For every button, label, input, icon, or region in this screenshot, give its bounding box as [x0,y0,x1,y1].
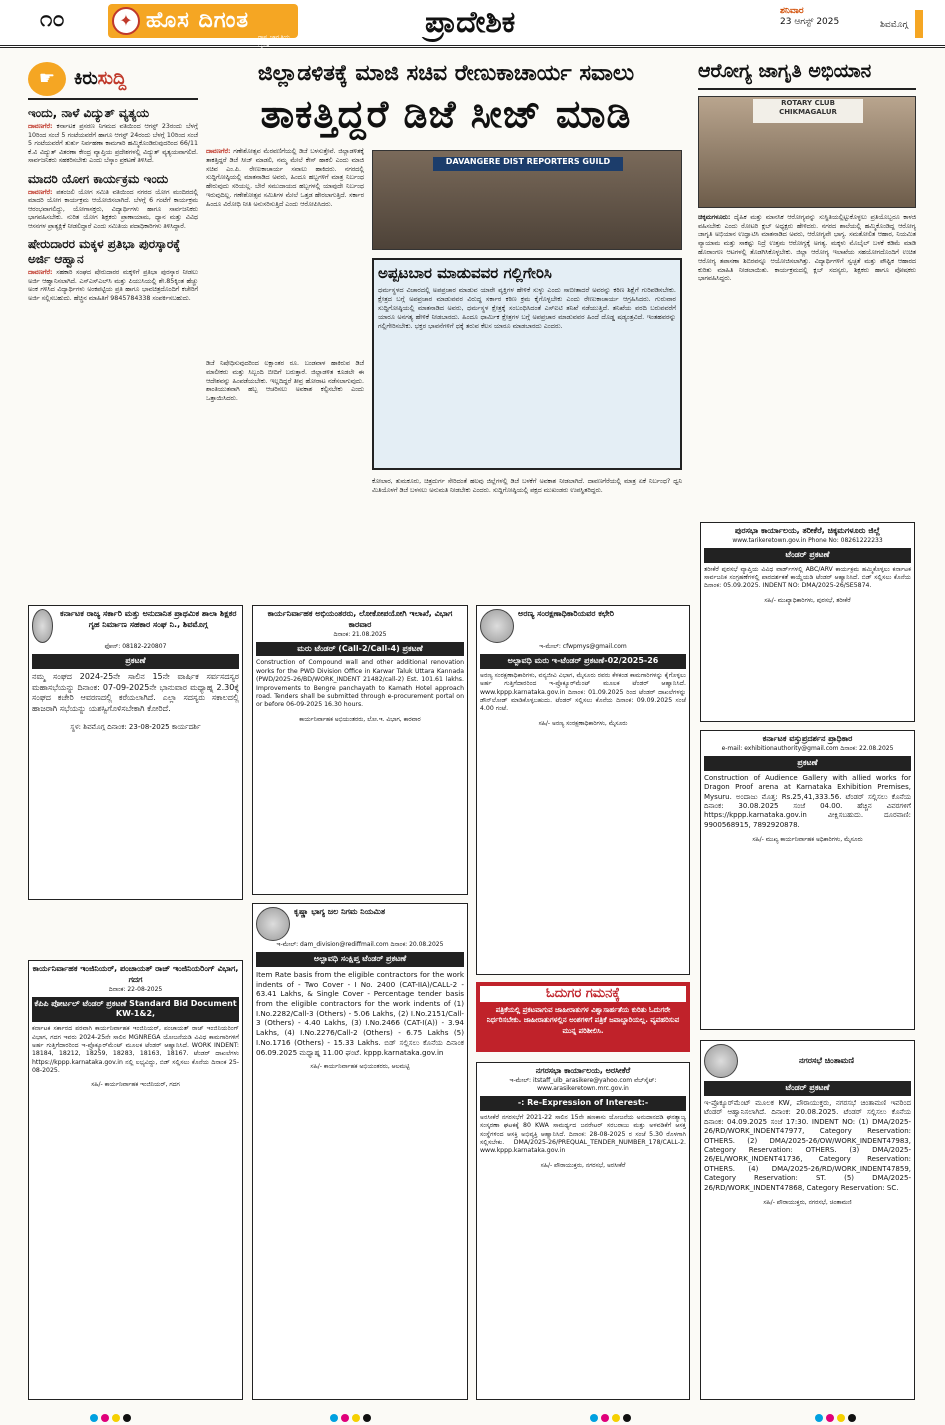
ad-footer: ಸಹಿ/- ಮುಖ್ಯ ಕಾರ್ಯನಿರ್ವಾಹಕ ಅಧಿಕಾರಿಗಳು, ಮೈಸೂರು [752,836,863,844]
date: 23 ಆಗಸ್ಟ್ 2025 [780,17,840,28]
lead-story [206,60,686,580]
brief-heading: ಷೇರುದಾರರ ಮಕ್ಕಳ ಪ್ರತಿಭಾ ಪುರಸ್ಕಾರಕ್ಕೆ ಅರ್ಜಿ ಆಹ್ವಾನ [28,237,181,266]
ad-banner: ಕೆಪಿಪಿ ಪೋರ್ಟಲ್ ಟೆಂಡರ್ ಪ್ರಕಟಣೆ Standard Bid Document KW-1&2, [32,997,239,1023]
brief-item [28,172,198,232]
header-accent-bar [915,10,923,38]
ad-footer: ಸಹಿ/- ಕಾರ್ಯನಿರ್ವಾಹಕ ಇಂಜಿನಿಯರ್, ಗದಗ [91,1081,180,1089]
ad-subtitle: e-mail: exhibitionauthority@gmail.com ದಿನಾಂಕ: 22.08.2025 [721,744,894,752]
ad-forest-tender [476,605,690,975]
newspaper-logo [108,4,298,49]
dateline-block [780,6,908,30]
ad-title: ಕಾರ್ಯನಿರ್ವಾಹಕ ಇಂಜಿನಿಯರ್, ಪಂಚಾಯತ್ ರಾಜ್ ಇಂಜಿನಿಯರಿಂಗ್ ವಿಭಾಗ, ಗದಗ [32,964,239,984]
ad-title: ನಗರಸಭೆ ಚಿಂತಾಮಣಿ [798,1055,855,1065]
brief-dateline: ದಾವಣಗೆರೆ: [28,188,53,196]
ad-body: Construction of Audience Gallery with allied works for Dragon Proof arena at Karnataka Exhibition Premises, Mysuru. ಅಂದಾಜು ಮೊತ್ತ: Rs.25,41,333.56. ಟೆಂಡರ್ ಸಲ್ಲಿಸಲು ಕೊನೆಯ ದಿನಾಂಕ: 30.08.2025 ಸಂಜೆ 04.00. ಹೆಚ್ಚಿನ ವಿವರಗಳಿಗೆ https://kppp.karnataka.gov.in ವೀಕ್ಷಿಸಬಹುದು. ದೂರವಾಣಿ: 9900568915, 7892920878. [704,773,911,829]
section-title: ಪ್ರಾದೇಶಿಕ [425,5,516,40]
cyan-dot [590,1414,598,1422]
logo-tagline: ರಾಷ್ಟ್ರ ಜಾಗೃತಿಯ ದೈನಿಕ [258,34,290,49]
brief-item [28,106,198,166]
ad-banner: ಪ್ರಕಟಣೆ [32,654,239,669]
story-dateline: ದಾವಣಗೆರೆ: [206,148,231,155]
yellow-dot [352,1414,360,1422]
ad-chintamani-tender [700,1040,915,1400]
ad-body: ನಮ್ಮ ಸಂಘದ 2024-25ನೇ ಸಾಲಿನ 15ನೇ ವಾರ್ಷಿಕ ಸರ್ವಸದಸ್ಯರ ಮಹಾಸಭೆಯನ್ನು ದಿನಾಂಕ: 07-09-2025ನೇ ಭಾನುವಾರ ಮಧ್ಯಾಹ್ನ 2.30ಕ್ಕೆ ಸಂಘದ ಕಚೇರಿ ಆವರಣದಲ್ಲಿ ಕರೆಯಲಾಗಿದೆ. ಎಲ್ಲಾ ಸದಸ್ಯರು ಸಕಾಲದಲ್ಲಿ ಹಾಜರಾಗಿ ಸಭೆಯನ್ನು ಯಶಸ್ವಿಗೊಳಿಸಬೇಕಾಗಿ ಕೋರಿದೆ. [32,671,239,714]
ad-title: ಕಾರ್ಯನಿರ್ವಾಹಕ ಅಭಿಯಂತರರು, ಲೋಕೋಪಯೋಗಿ ಇಲಾಖೆ, ವಿಭಾಗ ಕಾರವಾರ [267,609,453,629]
ad-title: ನಗರಸಭಾ ಕಾರ್ಯಾಲಯ, ಅರಸೀಕೆರೆ [535,1066,631,1075]
briefs-title-b: ಸುದ್ದಿ [97,67,127,89]
story-text-column: ದಾವಣಗೆರೆ: ಗಣೇಶೋತ್ಸವ ಮೆರವಣಿಗೆಯಲ್ಲಿ ಡಿಜೆ ಬಳಸುತ್ತೇವೆ. ಜಿಲ್ಲಾಡಳಿತಕ್ಕೆ ತಾಕತ್ತಿದ್ದರೆ ಡಿಜೆ ಸೀಜ್ ಮಾಡಲಿ, ನಮ್ಮ ಮೇಲೆ ಕೇಸ್ ಹಾಕಲಿ ಎಂದು ಮಾಜಿ ಸಚಿವ ಎಂ.ಪಿ. ರೇಣುಕಾಚಾರ್ಯ ಸವಾಲು ಹಾಕಿದರು. ನಗರದಲ್ಲಿ ಸುದ್ದಿಗೋಷ್ಠಿಯಲ್ಲಿ ಮಾತನಾಡಿದ ಅವರು, ಹಿಂದೂ ಹಬ್ಬಗಳಿಗೆ ಮಾತ್ರ ನಿರ್ಬಂಧ ಹೇರುವುದು ಸರಿಯಲ್ಲ. ಬೇರೆ ಸಮುದಾಯದ ಹಬ್ಬಗಳಲ್ಲಿ ಯಾವುದೇ ನಿರ್ಬಂಧ ಇರುವುದಿಲ್ಲ. ಗಣೇಶೋತ್ಸವ ಸಮಿತಿಗಳ ಮೇಲೆ ಒತ್ತಡ ಹೇರಲಾಗುತ್ತಿದೆ. ಸರ್ಕಾರ ಹಿಂದೂ ವಿರೋಧಿ ನೀತಿ ಅನುಸರಿಸುತ್ತಿದೆ ಎಂದು ಆರೋಪಿಸಿದರು. [206,148,364,208]
black-dot [363,1414,371,1422]
ad-body: ತರೀಕೆರೆ ಪುರಸಭೆ ವ್ಯಾಪ್ತಿಯ ವಿವಿಧ ವಾರ್ಡ್‌ಗಳಲ್ಲಿ ABC/ARV ಕಾರ್ಯಕ್ರಮ ಹಮ್ಮಿಕೊಳ್ಳಲು ಕರ್ನಾಟಕ ಸಾರ್ವಜನಿಕ ಸಂಗ್ರಹಣೆಗಳಲ್ಲಿ ಪಾರದರ್ಶಕತೆ ಕಾಯ್ದೆಯಡಿ ಟೆಂಡರ್ ಆಹ್ವಾನಿಸಿದೆ. ಬಿಡ್ ಸಲ್ಲಿಸಲು ಕೊನೆಯ ದಿನಾಂಕ: 05.09.2025. INDENT NO: DMA/2025-26/SE5874. [704,565,911,590]
brief-heading: ಮಾದರಿ ಯೋಗ ಕಾರ್ಯಕ್ರಮ ಇಂದು [28,171,169,186]
ad-tarikere-tender [700,522,915,722]
color-registration-marks [330,1414,371,1422]
event-photo [698,96,916,208]
ad-subtitle: ದಿನಾಂಕ: 21.08.2025 [333,630,387,638]
masthead [0,0,945,48]
seal-icon [32,609,53,643]
story-kicker: ಜಿಲ್ಲಾಡಳಿತಕ್ಕೆ ಮಾಜಿ ಸಚಿವ ರೇಣುಕಾಚಾರ್ಯ ಸವಾಲು [257,60,635,86]
kbjnl-logo-icon [256,907,290,941]
ad-title: ಕರ್ನಾಟಕ ವಸ್ತುಪ್ರದರ್ಶನ ಪ್ರಾಧಿಕಾರ [762,734,853,743]
ad-title: ಕರ್ನಾಟಕ ರಾಜ್ಯ ಸರ್ಕಾರಿ ಮತ್ತು ಅನುದಾನಿತ ಪ್ರಾಥಮಿಕ ಶಾಲಾ ಶಿಕ್ಷಕರ ಗೃಹ ನಿರ್ಮಾಣ ಸಹಕಾರ ಸಂಘ ನಿ., ಶಿವಮೊಗ್ಗ [60,609,237,629]
sidebar-box-text: ಧರ್ಮಸ್ಥಳದ ವಿಚಾರದಲ್ಲಿ ಅಪಪ್ರಚಾರ ಮಾಡುವ ಯಾರೇ ವ್ಯಕ್ತಿಗಳ ಹೇಳಿಕೆ ಸುಳ್ಳು ಎಂದು ಸಾಬೀತಾದರೆ ಅವರನ್ನು ಕಠಿಣ ಶಿಕ್ಷೆಗೆ ಗುರಿಪಡಿಸಬೇಕು. ಕ್ಷೇತ್ರದ ಬಗ್ಗೆ ಅಪಪ್ರಚಾರ ಮಾಡುವವರ ವಿರುದ್ಧ ಸರ್ಕಾರ ಕಠಿಣ ಕ್ರಮ ಕೈಗೊಳ್ಳಬೇಕು ಎಂದು ರೇಣುಕಾಚಾರ್ಯ ಆಗ್ರಹಿಸಿದರು. ಗುರುವಾರ ಸುದ್ದಿಗೋಷ್ಠಿಯಲ್ಲಿ ಮಾತನಾಡಿದ ಅವರು, ಧರ್ಮಸ್ಥಳ ಕ್ಷೇತ್ರಕ್ಕೆ ಸಂಬಂಧಿಸಿದಂತೆ ಎಸ್‌ಐಟಿ ತನಿಖೆ ನಡೆಯುತ್ತಿದೆ. ತನಿಖೆಯ ವರದಿ ಬರುವವರೆಗೆ ಯಾರೂ ಅನಗತ್ಯ ಹೇಳಿಕೆ ನೀಡಬಾರದು. ಹಿಂದೂ ಧಾರ್ಮಿಕ ಕ್ಷೇತ್ರಗಳ ಬಗ್ಗೆ ಅಪಪ್ರಚಾರ ಮಾಡುವವರ ಹಿಂದೆ ದೊಡ್ಡ ಷಡ್ಯಂತ್ರವಿದೆ. ಇಂತಹವರನ್ನು ಗಲ್ಲಿಗೇರಿಸಬೇಕು. ಭಕ್ತರ ಭಾವನೆಗಳಿಗೆ ಧಕ್ಕೆ ತರುವ ಕೆಲಸ ಯಾರೂ ಮಾಡಬಾರದು ಎಂದರು. [378,285,676,331]
briefs-title-a: ಕಿರು [74,67,98,89]
magenta-dot [341,1414,349,1422]
municipal-seal-icon [704,1044,738,1078]
ad-footer: ಸಹಿ/- ಅರಣ್ಯ ಸಂರಕ್ಷಣಾಧಿಕಾರಿಗಳು, ಮೈಸೂರು [538,719,628,727]
reader-notice-title: ಓದುಗರ ಗಮನಕ್ಕೆ [480,986,686,1002]
photo-banner: DAVANGERE DIST REPORTERS GUILD [433,157,623,171]
ad-banner: ಟೆಂಡರ್ ಪ್ರಕಟಣೆ [704,1081,911,1096]
weekday: ಶನಿವಾರ [780,6,804,16]
reader-notice-body: ಪತ್ರಿಕೆಯಲ್ಲಿ ಪ್ರಕಟವಾಗುವ ಜಾಹೀರಾತುಗಳ ವಿಶ್ವಾಸಾರ್ಹತೆಯ ಕುರಿತು ಓದುಗರೇ ನಿರ್ಧರಿಸಬೇಕು. ಜಾಹೀರಾತುಗಳಲ್ಲಿನ ಅಂಶಗಳಿಗೆ ಪತ್ರಿಕೆ ಜವಾಬ್ದಾರಿಯಲ್ಲ. ವ್ಯವಹರಿಸುವ ಮುನ್ನ ಪರಿಶೀಲಿಸಿ. [486,1006,680,1035]
ad-prei-tender [28,960,243,1400]
brief-item [28,237,198,303]
press-meet-photo [372,150,682,250]
black-dot [848,1414,856,1422]
color-registration-marks [90,1414,131,1422]
ad-subtitle: ಇ-ಮೇಲ್: dam_division@rediffmail.com ದಿನಾಂಕ: 20.08.2025 [276,941,444,948]
briefs-title [28,60,198,100]
ad-banner: ಅಲ್ಪಾವಧಿ ಮರು ಇ-ಟೆಂಡರ್ ಪ್ರಕಟಣೆ-02/2025-26 [480,654,686,669]
brief-heading: ಇಂದು, ನಾಳೆ ವಿದ್ಯುತ್ ವ್ಯತ್ಯಯ [28,106,150,120]
logo-emblem-icon: ✦ [112,7,140,35]
magenta-dot [601,1414,609,1422]
side-story [698,60,916,515]
ad-subtitle: ಇ-ಮೇಲ್: itstaff_ulb_arasikere@yahoo.com ವೆಬ್‌ಸೈಟ್: www.arasikeretown.mrc.gov.in [509,1076,657,1092]
ad-arasikere-eoi [476,1062,690,1400]
ad-body: ಅರಸೀಕೆರೆ ನಗರಸಭೆಗೆ 2021-22 ಸಾಲಿನ 15ನೇ ಹಣಕಾಸು ಯೋಜನೆಯ ಅನುದಾನದಡಿ ಘನತ್ಯಾಜ್ಯ ಸಂಸ್ಕರಣಾ ಘಟಕಕ್ಕೆ 80 KWA ಸಾಮರ್ಥ್ಯದ ಜನರೇಟರ್ ಸರಬರಾಜು ಮತ್ತು ಅಳವಡಿಕೆಗೆ ಆಸಕ್ತ ಸಂಸ್ಥೆಗಳಿಂದ ಆಸಕ್ತಿ ಅಭಿವ್ಯಕ್ತಿ ಆಹ್ವಾನಿಸಿದೆ. ದಿನಾಂಕ: 28-08-2025 ರ ಸಂಜೆ 5.30 ರೊಳಗಾಗಿ ಸಲ್ಲಿಸಬೇಕು. DMA/2025-26/PREQUAL_TENDER_NUMBER_178/CALL-2. www.kppp.karnataka.gov.in [480,1113,686,1155]
story-text-column: ಡಿಜೆ ನಿಷೇಧಿಸುವುದರಿಂದ ಲಕ್ಷಾಂತರ ರೂ. ಬಂಡವಾಳ ಹಾಕಿರುವ ಡಿಜೆ ಮಾಲೀಕರು ಮತ್ತು ಸಿಬ್ಬಂದಿ ಬೀದಿಗೆ ಬರುತ್ತಾರೆ. ಜಿಲ್ಲಾಡಳಿತ ಕೂಡಲೇ ಈ ಆದೇಶವನ್ನು ಹಿಂಪಡೆಯಬೇಕು. ಇಲ್ಲದಿದ್ದರೆ ತೀವ್ರ ಹೋರಾಟ ನಡೆಸಲಾಗುವುದು. ಶಾಂತಿಯುತವಾಗಿ ಹಬ್ಬ ಆಚರಿಸಲು ಅವಕಾಶ ಕಲ್ಪಿಸಬೇಕು ಎಂದು ಒತ್ತಾಯಿಸಿದರು. [206,360,364,403]
pointing-hand-icon: ☛ [28,62,66,96]
ad-banner: ಅಲ್ಪಾವಧಿ ಸಂಕ್ಷಿಪ್ತ ಟೆಂಡರ್ ಪ್ರಕಟಣೆ [256,952,464,967]
ad-subtitle: ದಿನಾಂಕ: 22-08-2025 [108,985,163,993]
magenta-dot [826,1414,834,1422]
ad-footer: ಸಹಿ/- ಕಾರ್ಯನಿರ್ವಾಹಕ ಅಭಿಯಂತರರು, ಆಲಮಟ್ಟಿ [310,1063,410,1071]
photo-banner: ROTARY CLUB CHIKMAGALUR [753,99,863,123]
side-story-text: ಚಿಕ್ಕಮಗಳೂರು: ದೈಹಿಕ ಮತ್ತು ಮಾನಸಿಕ ಆರೋಗ್ಯವನ್ನು ಸುಸ್ಥಿತಿಯಲ್ಲಿಟ್ಟುಕೊಳ್ಳಲು ಪ್ರತಿಯೊಬ್ಬರೂ ಕಾಳಜಿ ವಹಿಸಬೇಕು ಎಂದು ರೋಟರಿ ಕ್ಲಬ್ ಅಧ್ಯಕ್ಷರು ಹೇಳಿದರು. ನಗರದ ಶಾಲೆಯಲ್ಲಿ ಹಮ್ಮಿಕೊಂಡಿದ್ದ ಆರೋಗ್ಯ ಜಾಗೃತಿ ಅಭಿಯಾನ ಉದ್ಘಾಟಿಸಿ ಮಾತನಾಡಿದ ಅವರು, ಆರೋಗ್ಯವೇ ಭಾಗ್ಯ. ಸಮತೋಲಿತ ಆಹಾರ, ನಿಯಮಿತ ವ್ಯಾಯಾಮ ಮತ್ತು ಸಾಕಷ್ಟು ನಿದ್ರೆ ಉತ್ತಮ ಆರೋಗ್ಯಕ್ಕೆ ಅಗತ್ಯ. ಮಕ್ಕಳು ಮೊಬೈಲ್ ಬಳಕೆ ಕಡಿಮೆ ಮಾಡಿ ಹೊರಾಂಗಣ ಆಟಗಳಲ್ಲಿ ತೊಡಗಿಸಿಕೊಳ್ಳಬೇಕು. ಜಿಲ್ಲಾ ಆರೋಗ್ಯ ಇಲಾಖೆಯ ಸಹಯೋಗದೊಂದಿಗೆ ಉಚಿತ ಆರೋಗ್ಯ ತಪಾಸಣಾ ಶಿಬಿರವನ್ನೂ ಆಯೋಜಿಸಲಾಗಿತ್ತು. ವಿದ್ಯಾರ್ಥಿಗಳಿಗೆ ಸ್ವಚ್ಛತೆ ಮತ್ತು ಪೌಷ್ಟಿಕ ಆಹಾರದ ಕುರಿತು ಮಾಹಿತಿ ನೀಡಲಾಯಿತು. ಕಾರ್ಯಕ್ರಮದಲ್ಲಿ ಕ್ಲಬ್ ಸದಸ್ಯರು, ಶಿಕ್ಷಕರು ಹಾಗೂ ಪೋಷಕರು ಭಾಗವಹಿಸಿದ್ದರು. [698,213,916,283]
yellow-dot [612,1414,620,1422]
ad-banner: ಪ್ರಕಟಣೆ [704,756,911,771]
edition-place: ಶಿವಮೊಗ್ಗ [880,20,908,30]
ad-subtitle: ಫೋನ್: 08182-220807 [104,643,167,650]
ad-body: ಅರಣ್ಯ ಸಂರಕ್ಷಣಾಧಿಕಾರಿಗಳು, ವನ್ಯಜೀವಿ ವಿಭಾಗ, ಮೈಸೂರು ರವರು ಕೆಳಕಂಡ ಕಾಮಗಾರಿಗಳನ್ನು ಕೈಗೊಳ್ಳಲು ಅರ್ಹ ಗುತ್ತಿಗೆದಾರರಿಂದ ಇ-ಪ್ರೊಕ್ಯೂರ್‌ಮೆಂಟ್ ಮೂಲಕ ಟೆಂಡರ್ ಆಹ್ವಾನಿಸಿದೆ. www.kppp.karnataka.gov.in ದಿನಾಂಕ: 01.09.2025 ರಿಂದ ಟೆಂಡರ್ ದಾಖಲೆಗಳನ್ನು ಡೌನ್‌ಲೋಡ್ ಮಾಡಿಕೊಳ್ಳಬಹುದು. ಟೆಂಡರ್ ಸಲ್ಲಿಸಲು ಕೊನೆಯ ದಿನಾಂಕ: 09.09.2025 ಸಂಜೆ 4.00 ಗಂಟೆ. [480,671,686,713]
forest-dept-logo-icon [480,609,514,643]
ad-body: ಕರ್ನಾಟಕ ಸರ್ಕಾರದ ಪರವಾಗಿ ಕಾರ್ಯನಿರ್ವಾಹಕ ಇಂಜಿನಿಯರ್, ಪಂಚಾಯತ್ ರಾಜ್ ಇಂಜಿನಿಯರಿಂಗ್ ವಿಭಾಗ, ಗದಗ ಇವರು 2024-25ನೇ ಸಾಲಿನ MGNREGA ಯೋಜನೆಯಡಿ ವಿವಿಧ ಕಾಮಗಾರಿಗಳಿಗೆ ಅರ್ಹ ಗುತ್ತಿಗೆದಾರರಿಂದ ಇ-ಪ್ರೊಕ್ಯೂರ್‌ಮೆಂಟ್ ಮೂಲಕ ಟೆಂಡರ್ ಆಹ್ವಾನಿಸಿದೆ. WORK INDENT: 18184, 18212, 18259, 18283, 18163, 18167. ಟೆಂಡರ್ ದಾಖಲೆಗಳು https://kppp.karnataka.gov.in ನಲ್ಲಿ ಲಭ್ಯವಿದ್ದು, ಬಿಡ್ ಸಲ್ಲಿಸಲು ಕೊನೆಯ ದಿನಾಂಕ 25-08-2025. [32,1025,239,1075]
ad-pwd-tender [252,605,468,895]
black-dot [123,1414,131,1422]
brief-body: ದಾವಣಗೆರೆ: ಪತಂಜಲಿ ಯೋಗ ಸಮಿತಿ ವತಿಯಿಂದ ನಗರದ ಯೋಗ ಮಂದಿರದಲ್ಲಿ ಮಾದರಿ ಯೋಗ ಕಾರ್ಯಕ್ರಮ ಆಯೋಜಿಸಲಾಗಿದೆ. ಬೆಳಗ್ಗೆ 6 ಗಂಟೆಗೆ ಕಾರ್ಯಕ್ರಮ ಆರಂಭವಾಗಲಿದ್ದು, ಯೋಗಾಸಕ್ತರು, ವಿದ್ಯಾರ್ಥಿಗಳು ಹಾಗೂ ಸಾರ್ವಜನಿಕರು ಭಾಗವಹಿಸಬೇಕು. ನುರಿತ ಯೋಗ ಶಿಕ್ಷಕರು ಪ್ರಾಣಾಯಾಮ, ಧ್ಯಾನ ಮತ್ತು ವಿವಿಧ ಆಸನಗಳ ಪ್ರಾತ್ಯಕ್ಷಿಕೆ ನೀಡಲಿದ್ದಾರೆ ಎಂದು ಸಮಿತಿಯ ಪದಾಧಿಕಾರಿಗಳು ತಿಳಿಸಿದ್ದಾರೆ. [28,188,198,230]
ad-body: ಇ-ಪ್ರೊಕ್ಯೂರ್‌ಮೆಂಟ್ ಮೂಲಕ KW, ಪೌರಾಯುಕ್ತರು, ನಗರಸಭೆ ಚಿಂತಾಮಣಿ ಇವರಿಂದ ಟೆಂಡರ್ ಆಹ್ವಾನಿಸಲಾಗಿದೆ. ದಿನಾಂಕ: 20.08.2025. ಟೆಂಡರ್ ಸಲ್ಲಿಸಲು ಕೊನೆಯ ದಿನಾಂಕ: 04.09.2025 ಸಂಜೆ 17:30. INDENT NO: (1) DMA/2025-26/RD/WORK_INDENT47977, Category Reservation: OTHERS. (2) DMA/2025-26/OW/WORK_INDENT47983, Category Reservation: OTHERS. (3) DMA/2025-26/EL/WORK_INDENT41736, Category Reservation: OTHERS. (4) DMA/2025-26/RD/WORK_INDENT47859, Category Reservation: ST. (5) DMA/2025-26/RD/WORK_INDENT47868, Category Reservation: SC. [704,1098,911,1192]
black-dot [623,1414,631,1422]
ad-subtitle: ಇ-ಮೇಲ್: cfwpmys@gmail.com [539,643,627,650]
ad-kbjnl-tender [252,903,468,1400]
page-number: ೧೦ [40,6,65,32]
cyan-dot [330,1414,338,1422]
ad-body: Construction of Compound wall and other additional renovation works for the PWD Division Office in Karwar Taluk Uttara Kannada (PWD/2025-26/BD/WORK_INDENT 21482/call-2) Est. 101.61 lakhs. Improvements to Bengre panchayath to Kamath Hotel approach road. Tenders shall be submitted through e-procurement portal on or before 06-09-2025 16.30 hours. [256,659,464,709]
logo-text: ಹೊಸ ದಿಗಂತ [146,8,250,34]
ad-banner: -: Re-Expression of Interest:- [480,1096,686,1111]
ad-footer: ಸಹಿ/- ಪೌರಾಯುಕ್ತರು, ನಗರಸಭೆ, ಅರಸೀಕೆರೆ [540,1161,626,1169]
cyan-dot [90,1414,98,1422]
ad-banner: ಮರು ಟೆಂಡರ್ (Call-2/Call-4) ಪ್ರಕಟಣೆ [256,642,464,657]
story-headline: ತಾಕತ್ತಿದ್ದರೆ ಡಿಜೆ ಸೀಜ್ ಮಾಡಿ [260,90,632,136]
side-story-dateline: ಚಿಕ್ಕಮಗಳೂರು: [698,213,731,221]
brief-dateline: ದಾವಣಗೆರೆ: [28,123,53,130]
color-registration-marks [815,1414,856,1422]
ad-title: ಕೃಷ್ಣಾ ಭಾಗ್ಯ ಜಲ ನಿಗಮ ನಿಯಮಿತ [294,907,386,916]
magenta-dot [101,1414,109,1422]
yellow-dot [837,1414,845,1422]
ad-subtitle: www.tarikeretown.gov.in Phone No: 08261222233 [732,536,883,544]
ad-footer: ಸಹಿ/- ಪೌರಾಯುಕ್ತರು, ನಗರಸಭೆ, ಚಿಂತಾಮಣಿ [763,1199,852,1207]
story-text-column: ಕೋಲಾರ, ತುಮಕೂರು, ಚಿತ್ರದುರ್ಗ ಸೇರಿದಂತೆ ಹಲವು ಜಿಲ್ಲೆಗಳಲ್ಲಿ ಡಿಜೆ ಬಳಕೆಗೆ ಅವಕಾಶ ನೀಡಲಾಗಿದೆ. ದಾವಣಗೆರೆಯಲ್ಲಿ ಮಾತ್ರ ಏಕೆ ನಿರ್ಬಂಧ? ಧ್ವನಿ ಮಿತಿಯೊಳಗೆ ಡಿಜೆ ಬಳಸಲು ಅನುಮತಿ ನೀಡಬೇಕು ಎಂದರು. ಸುದ್ದಿಗೋಷ್ಠಿಯಲ್ಲಿ ಪಕ್ಷದ ಮುಖಂಡರು ಉಪಸ್ಥಿತರಿದ್ದರು. [372,478,682,494]
yellow-dot [112,1414,120,1422]
brief-dateline: ದಾವಣಗೆರೆ: [28,269,53,276]
ad-exhibition-tender [700,730,915,1030]
briefs-column [28,60,198,600]
reader-notice [476,982,690,1052]
ad-banner: ಟೆಂಡರ್ ಪ್ರಕಟಣೆ [704,548,911,563]
color-registration-marks [590,1414,631,1422]
ad-footer: ಸ್ಥಳ: ಶಿವಮೊಗ್ಗ ದಿನಾಂಕ: 23-08-2025 ಕಾರ್ಯದರ್ಶಿ [70,723,201,732]
side-story-heading: ಆರೋಗ್ಯ ಜಾಗೃತಿ ಅಭಿಯಾನ [698,60,916,90]
sidebar-box-heading: ಅಪ್ಪಟಬಾರ ಮಾಡುವವರ ಗಲ್ಲಿಗೇರಿಸಿ [378,264,552,282]
ad-footer: ಸಹಿ/- ಮುಖ್ಯಾಧಿಕಾರಿಗಳು, ಪುರಸಭೆ, ತರೀಕೆರೆ [764,596,851,604]
ad-body: Item Rate basis from the eligible contractors for the work indents of - Two Cover - I No. 2400 (CAT-IIA)/CALL-2 - 63.41 Lakhs, & Single Cover - Percentage tender basis from the eligible contractors for the work indents of (1) I.No.2282/Call-3 (Others) - 5.06 Lakhs, (2) I.No.2151/Call-3 (Others) - 4.40 Lakhs, (3) I.No.2466 (CAT-I(A)) - 3.94 Lakhs, (4) I.No.2276/Call-2 (Others) - 6.75 Lakhs (5) I.No.1716 (Others) - 15.33 Lakhs. ಬಿಡ್ ಸಲ್ಲಿಸಲು ಕೊನೆಯ ದಿನಾಂಕ 06.09.2025 ಮಧ್ಯಾಹ್ನ 11.00 ಘಂಟೆ. kppp.karnataka.gov.in [256,969,464,1057]
brief-body: ದಾವಣಗೆರೆ: ಸಹಕಾರಿ ಸಂಘದ ಷೇರುದಾರರ ಮಕ್ಕಳಿಗೆ ಪ್ರತಿಭಾ ಪುರಸ್ಕಾರ ನೀಡಲು ಅರ್ಜಿ ಆಹ್ವಾನಿಸಲಾಗಿದೆ. ಎಸ್‌ಎಸ್‌ಎಲ್‌ಸಿ ಮತ್ತು ಪಿಯುಸಿಯಲ್ಲಿ ಶೇ.85ಕ್ಕಿಂತ ಹೆಚ್ಚು ಅಂಕ ಗಳಿಸಿದ ವಿದ್ಯಾರ್ಥಿಗಳು ಅಂಕಪಟ್ಟಿಯ ಪ್ರತಿ ಹಾಗೂ ಭಾವಚಿತ್ರದೊಂದಿಗೆ ಕಚೇರಿಗೆ ಅರ್ಜಿ ಸಲ್ಲಿಸಬಹುದು. ಹೆಚ್ಚಿನ ಮಾಹಿತಿಗೆ 9845784338 ಸಂಪರ್ಕಿಸಬಹುದು. [28,269,198,302]
cyan-dot [815,1414,823,1422]
ad-title: ಪುರಸಭಾ ಕಾರ್ಯಾಲಯ, ತರೀಕೆರೆ, ಚಿಕ್ಕಮಗಳೂರು ಜಿಲ್ಲೆ [734,526,881,535]
ad-title: ಅರಣ್ಯ ಸಂರಕ್ಷಣಾಧಿಕಾರಿಯವರ ಕಛೇರಿ [518,609,614,618]
ad-society-notice [28,605,243,900]
ad-footer: ಕಾರ್ಯನಿರ್ವಾಹಕ ಅಭಿಯಂತರರು, ಲೋ.ಇ. ವಿಭಾಗ, ಕಾರವಾರ [299,715,421,723]
brief-body: ದಾವಣಗೆರೆ: ಕರ್ನಾಟಕ ಪ್ರಸರಣ ನಿಗಮದ ವತಿಯಿಂದ ಆಗಸ್ಟ್ 23ರಂದು ಬೆಳಗ್ಗೆ 10ರಿಂದ ಸಂಜೆ 5 ಗಂಟೆಯವರೆಗೆ ಹಾಗೂ ಆಗಸ್ಟ್ 24ರಂದು ಬೆಳಗ್ಗೆ 10ರಿಂದ ಸಂಜೆ 5 ಗಂಟೆಯವರೆಗೆ ತುರ್ತು ನಿರ್ವಹಣಾ ಕಾಮಗಾರಿ ಹಮ್ಮಿಕೊಂಡಿರುವುದರಿಂದ 66/11 ಕೆ.ವಿ ವಿದ್ಯುತ್ ವಿತರಣಾ ಕೇಂದ್ರ ವ್ಯಾಪ್ತಿಯ ಪ್ರದೇಶಗಳಲ್ಲಿ ವಿದ್ಯುತ್ ವ್ಯತ್ಯಯವಾಗಲಿದೆ. ಸಾರ್ವಜನಿಕರು ಸಹಕರಿಸಬೇಕು ಎಂದು ಬೆಸ್ಕಾಂ ಪ್ರಕಟಣೆ ತಿಳಿಸಿದೆ. [28,123,198,164]
sidebar-box [372,258,682,470]
